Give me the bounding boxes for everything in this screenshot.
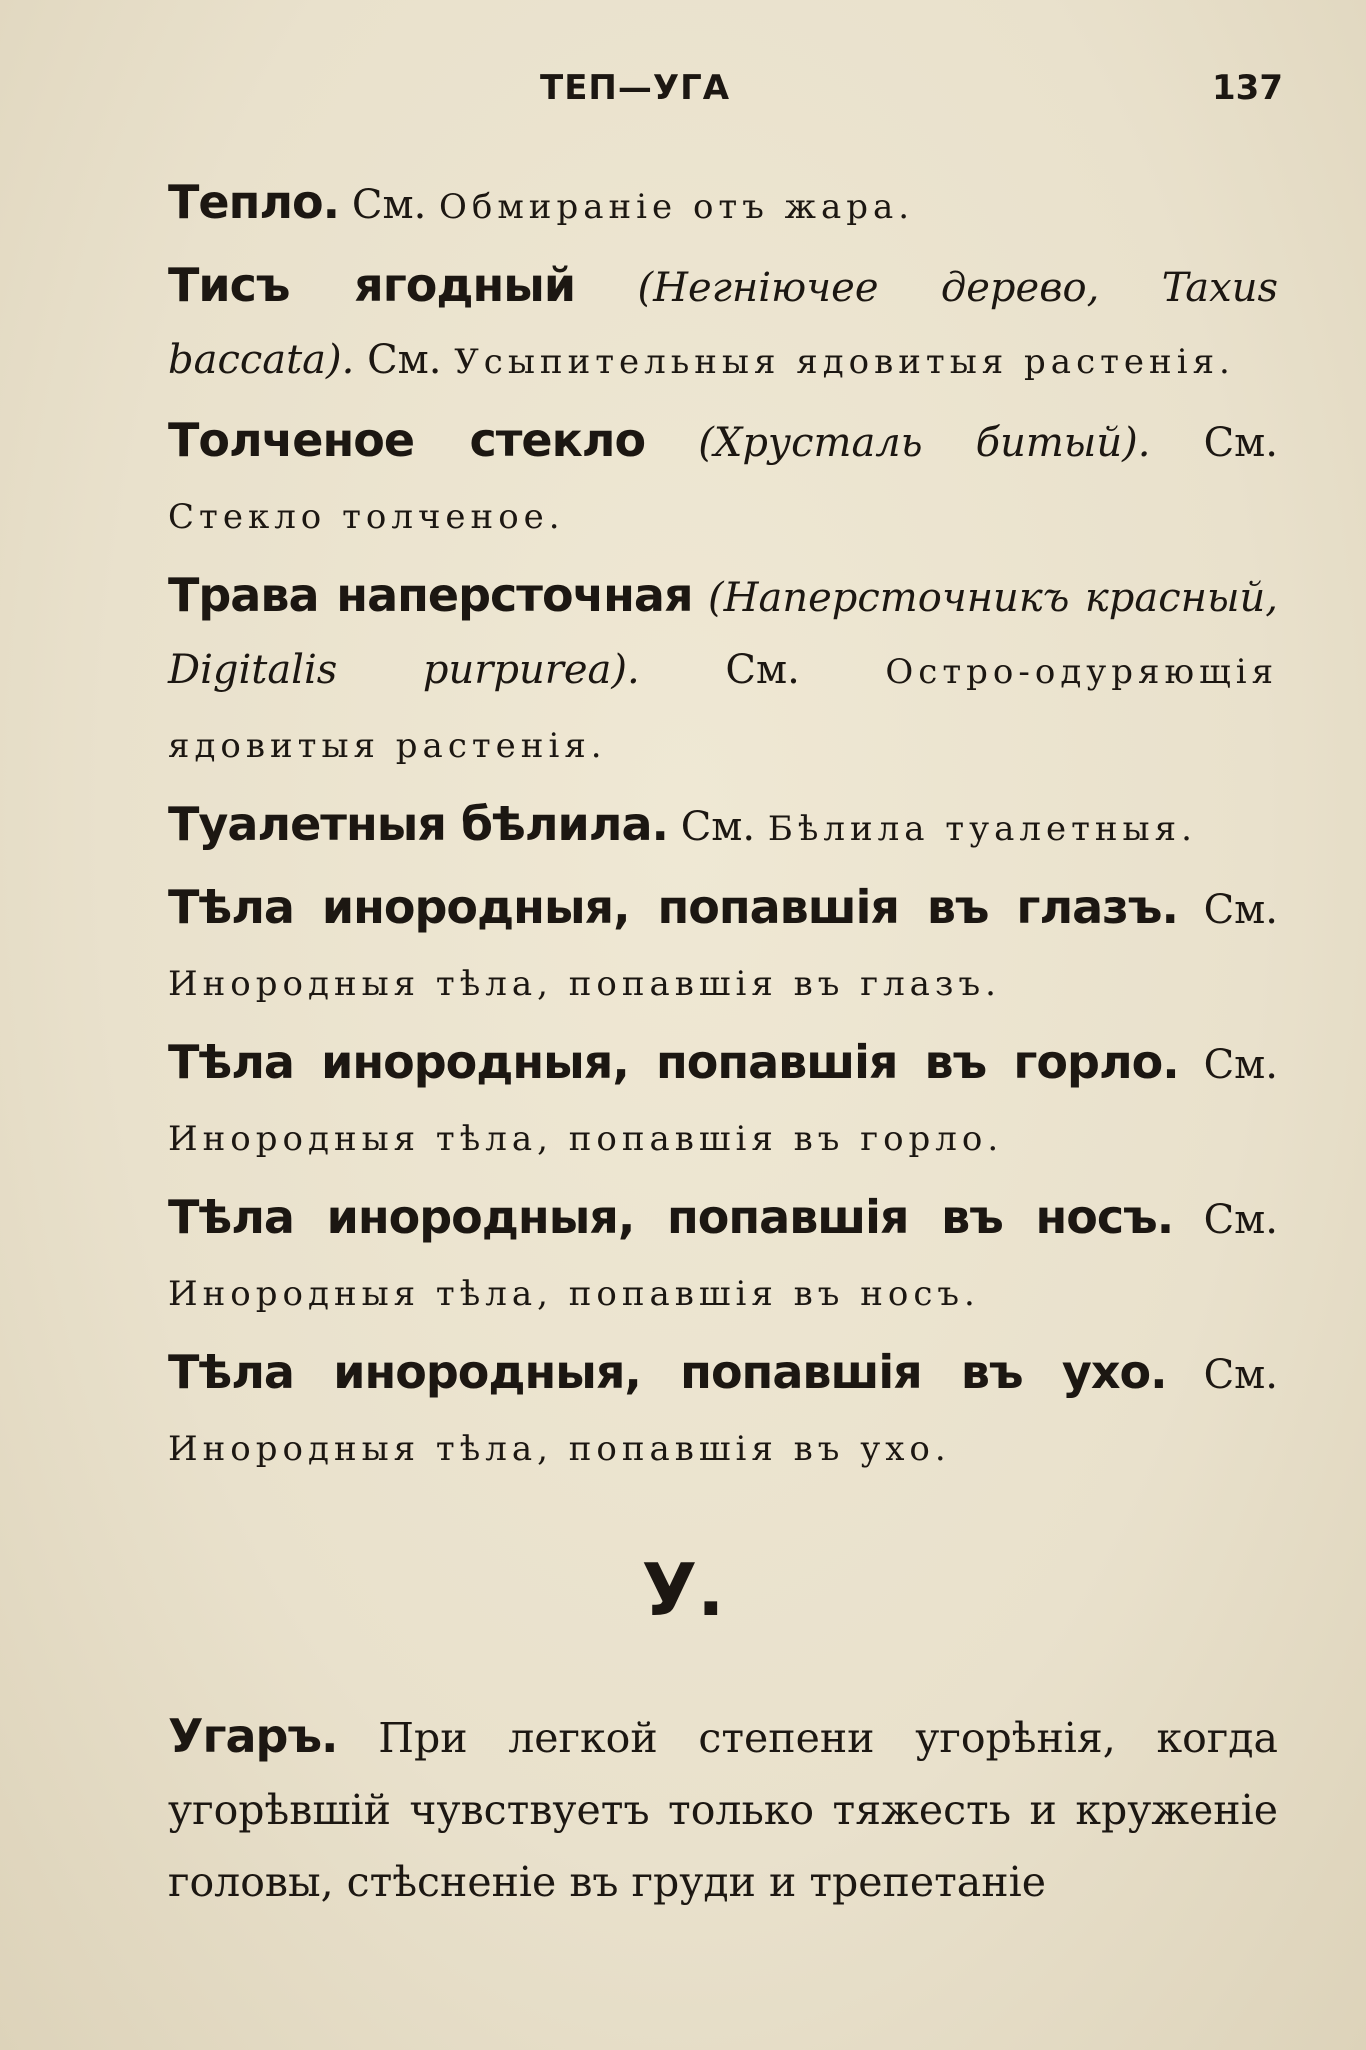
entry-see: См. <box>1203 1352 1278 1398</box>
entry-reference: Усыпительныя ядовитыя растенія. <box>454 342 1235 382</box>
entry-headword: Тѣла инородныя, попавшія въ носъ. <box>168 1190 1174 1244</box>
entry-reference: Инородныя тѣла, попавшія въ глазъ. <box>168 964 1001 1004</box>
running-head: ТЕП—УГА <box>540 68 731 108</box>
entry-reference: Бѣлила туалетныя. <box>767 809 1197 849</box>
page-number: 137 <box>1212 68 1283 108</box>
entry-headword: Туалетныя бѣлила. <box>168 797 668 851</box>
entry-see: См. <box>680 804 756 850</box>
entries-block <box>168 166 1278 1491</box>
entry-latin: (Наперсточникъ красный, Digitalis purpurea). <box>168 575 1279 693</box>
page-header <box>0 68 1366 118</box>
entry-reference: Остро-одуряющія ядовитыя растенія. <box>168 652 1279 766</box>
entry-reference: Стекло толченое. <box>168 497 565 537</box>
entry-headword: Тѣла инородныя, попавшія въ горло. <box>168 1035 1179 1089</box>
entry-see: См. <box>1203 887 1278 933</box>
entry-teplo <box>168 166 1278 243</box>
entry-see: См. <box>1203 420 1278 466</box>
entry-headword: Толченое стекло <box>168 413 646 467</box>
entry-reference: Инородныя тѣла, попавшія въ ухо. <box>168 1429 951 1469</box>
entry-see: См. <box>1203 1042 1279 1088</box>
entry-see: См. <box>1203 1197 1278 1243</box>
entry-see: См. <box>351 182 427 228</box>
entry-headword: Угаръ. <box>168 1709 338 1763</box>
entry-headword: Трава наперсточная <box>168 568 693 622</box>
entry-see: См. <box>367 337 442 383</box>
section-heading: У. <box>641 1548 725 1632</box>
entry-tela-ukho <box>168 1336 1278 1485</box>
entry-tela-glaz <box>168 871 1278 1020</box>
entry-see: См. <box>725 647 800 693</box>
entry-reference: Инородныя тѣла, попавшія въ горло. <box>168 1119 1004 1159</box>
entry-headword: Тисъ ягодный <box>168 258 576 312</box>
entry-reference: Обмираніе отъ жара. <box>439 187 915 227</box>
entry-tela-nos <box>168 1181 1278 1330</box>
entry-tela-gorlo <box>168 1026 1278 1175</box>
entry-tualetnyya-belila <box>168 788 1278 865</box>
entry-headword: Тѣла инородныя, попавшія въ глазъ. <box>168 880 1178 934</box>
entry-latin: (Хрусталь битый). <box>698 420 1151 466</box>
entry-tolchenoe-steklo <box>168 404 1278 553</box>
entry-headword: Тепло. <box>168 175 340 229</box>
entry-latin: (Негніючее дерево, Taxus baccata). <box>168 265 1278 383</box>
entry-trava-naperstochnaya <box>168 559 1278 782</box>
section-body <box>168 1700 1278 1918</box>
paragraph-text: При легкой степени угорѣнія, когда угорѣвшій чувствуетъ только тяжесть и круженіе головы, стѣсненіе въ груди и трепетаніе <box>168 1714 1278 1906</box>
entry-headword: Тѣла инородныя, попавшія въ ухо. <box>168 1345 1167 1399</box>
entry-reference: Инородныя тѣла, попавшія въ носъ. <box>168 1274 980 1314</box>
entry-ugar <box>168 1700 1278 1918</box>
entry-tis <box>168 249 1278 398</box>
